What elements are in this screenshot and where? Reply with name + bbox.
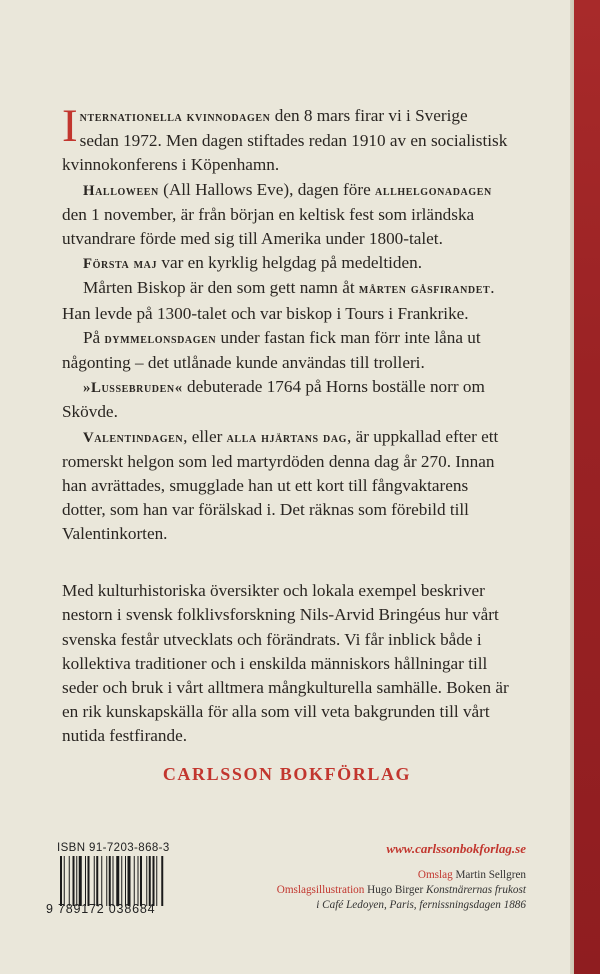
paragraph-halloween — [62, 178, 510, 252]
barcode-bar — [79, 856, 82, 906]
barcode-bar — [109, 856, 111, 906]
credit-cover-label: Omslag — [417, 869, 453, 881]
credit-illustration-label: Omslagsillustration — [276, 884, 365, 896]
barcode-bar — [73, 856, 75, 906]
barcode-bar — [96, 856, 98, 906]
term-lussebruden: »Lussebruden« — [83, 380, 183, 397]
text-forsta-maj: var en kyrklig helgdag på medeltiden. — [157, 253, 422, 273]
barcode-bar — [88, 856, 90, 906]
barcode-bar — [60, 856, 62, 906]
term-alla-hjartans-dag: alla hjärtans dag — [226, 429, 348, 446]
text-valentin-mid: , eller — [183, 426, 227, 446]
credit-cover-name: Martin Sellgren — [455, 869, 526, 881]
barcode-bar — [140, 856, 142, 906]
website: www.carlssonbokforlag.se — [386, 841, 526, 856]
credit-cover — [277, 868, 526, 883]
term-dymmelonsdagen: dymmelonsdagen — [104, 330, 217, 347]
credit-illustration-place: i Café Ledoyen, Paris, fernissningsdagen 1886 — [316, 899, 526, 911]
barcode-bar — [85, 856, 86, 906]
barcode-bar — [121, 856, 122, 906]
text-halloween: den 1 november, är från början en keltisk fest som irländska utvandrare förde med sig till Amerika under 1800-talet. — [62, 204, 475, 249]
paragraph-valentin — [62, 425, 510, 547]
barcode-bar — [69, 856, 70, 906]
barcode-bar — [161, 856, 163, 906]
term-allhelgonadagen: allhelgonadagen — [375, 182, 492, 199]
barcode-bar — [134, 856, 135, 906]
term-valentindagen: Valentindagen — [83, 429, 184, 446]
text-dymmel-start: På — [83, 327, 105, 347]
blurb: Med kulturhistoriska översikter och lokala exempel beskriver nestorn i svensk folklivsforskning Nils-Arvid Bringéus hur vårt svenska festår utvecklats och förändrats. Vi får inblick både i kollektiva traditioner och i enskilda människors hållningar till seder och bruk i vårt alltmera mångkulturella samhälle. Boken är en rik kunskapskälla för alla som vill veta bakgrunden till vårt nutida festfirande. — [62, 581, 509, 746]
barcode-bar — [64, 856, 65, 906]
text-dymmelonsdagen: under fastan fick man förr inte låna ut någonting – det utlånade kunde användas till trolleri. — [62, 327, 481, 373]
paragraph-marten — [62, 276, 510, 325]
barcode-number: 9 789172 038684 — [46, 902, 156, 916]
text-valentin: , är uppkallad efter ett romerskt helgon som led martyrdöden denna dag år 270. Innan han avrättades, smugglade han ut ett kort till fångvaktarens dotter, som han var förälskad i. Det räknas som förebild till Valentinkorten. — [62, 426, 499, 544]
paragraph-dymmelonsdagen — [62, 326, 510, 375]
barcode-bar — [128, 856, 131, 906]
credit-illustration — [277, 883, 526, 898]
barcode-bars — [60, 856, 192, 906]
paragraph-lussebruden — [62, 375, 510, 424]
term-marten-gasfirandet: mårten gåsfirandet — [358, 281, 491, 298]
barcode-bar — [149, 856, 151, 906]
term-halloween: Halloween — [83, 182, 159, 199]
barcode-bar — [106, 856, 107, 906]
term-kvinnodagen: nternationella kvinnodagen — [79, 109, 271, 125]
barcode-bar — [76, 856, 77, 906]
isbn: ISBN 91-7203-868-3 — [57, 842, 170, 854]
text-lussebruden: debuterade 1764 på Horns boställe norr om Skövde. — [62, 377, 485, 422]
credit-illustration-title: Konstnärernas frukost — [426, 884, 526, 896]
barcode-bar — [125, 856, 126, 906]
barcode-bar — [153, 856, 155, 906]
barcode-bar — [101, 856, 102, 906]
spine — [574, 0, 600, 974]
text-halloween-mid: (All Hallows Eve), dagen före — [158, 179, 376, 199]
barcode-bar — [113, 856, 114, 906]
barcode-bar — [94, 856, 95, 906]
barcode-bar — [138, 856, 139, 906]
text-kvinnodagen: den 8 mars firar vi i Sverige sedan 1972. Men dagen stiftades redan 1910 av en socialistisk kvinnokonferens i Köpenhamn. — [62, 106, 508, 175]
text-marten: . Han levde på 1300-talet och var biskop i Tours i Frankrike. — [62, 278, 495, 323]
publisher-name: CARLSSON BOKFÖRLAG — [162, 764, 412, 784]
barcode-bar — [146, 856, 147, 906]
barcode-bar — [116, 856, 119, 906]
barcode-bar — [156, 856, 157, 906]
text-marten-start: Mårten Biskop är den som gett namn åt — [83, 278, 359, 298]
drop-cap: I — [62, 100, 78, 152]
credit-illustration-artist: Hugo Birger — [367, 884, 424, 896]
body-text — [62, 100, 510, 547]
paragraph-kvinnodagen — [62, 100, 510, 178]
credits — [277, 868, 526, 913]
barcode — [46, 856, 194, 918]
term-forsta-maj: Första maj — [83, 256, 158, 273]
paragraph-forsta-maj — [62, 251, 510, 276]
